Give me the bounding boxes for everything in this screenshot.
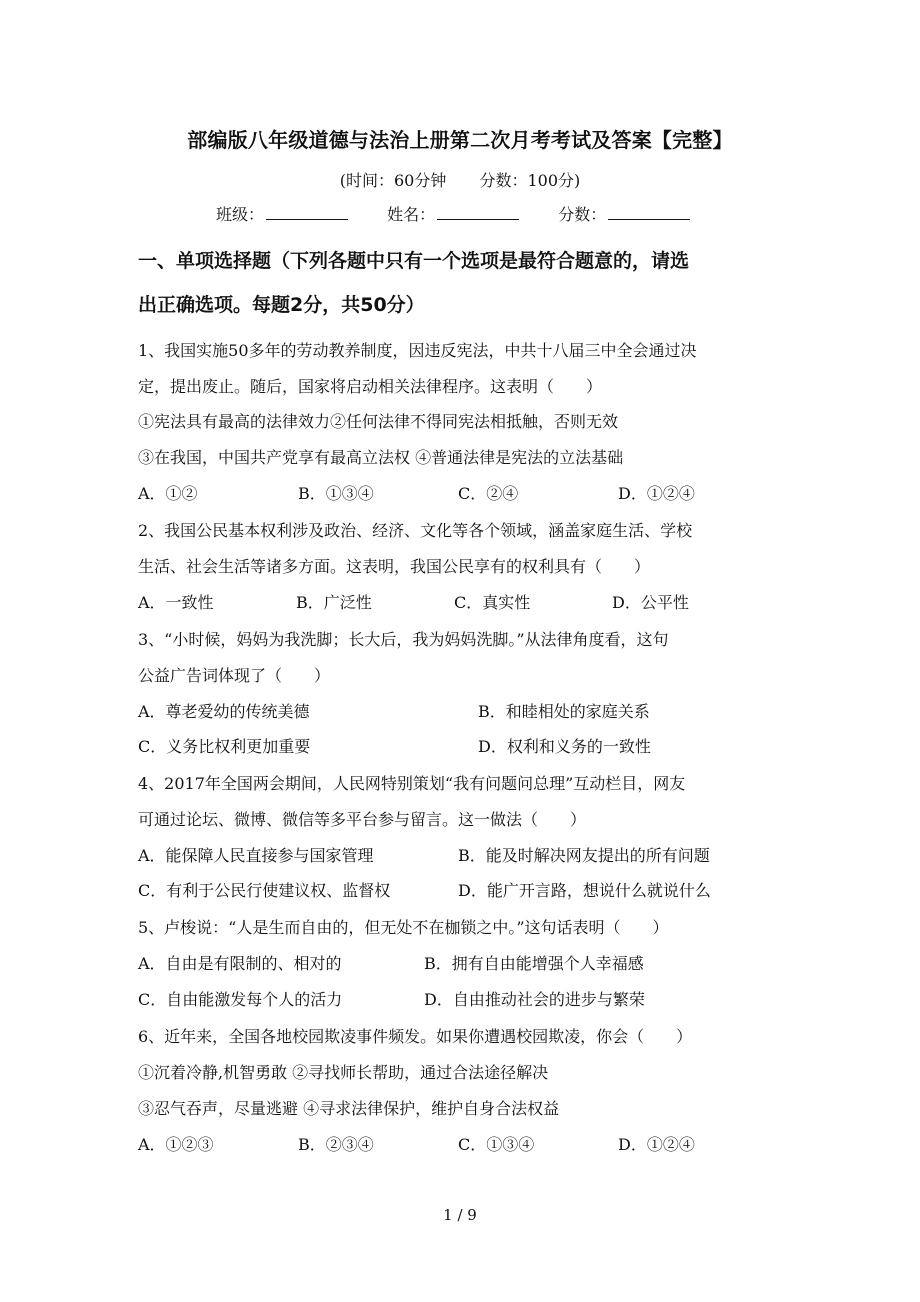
q6-option-d[interactable]: D．①②④	[618, 1135, 695, 1154]
class-blank[interactable]	[266, 203, 348, 220]
score-field	[558, 202, 690, 225]
q1-line-2: 定，提出废止。随后，国家将启动相关法律程序。这表明（ ）	[138, 377, 603, 396]
score-blank[interactable]	[608, 203, 690, 220]
class-label: 班级：	[216, 205, 265, 224]
q2-option-a[interactable]: A．一致性	[138, 593, 214, 612]
score-info: 分数：100分)	[479, 171, 581, 190]
name-label: 姓名：	[387, 205, 436, 224]
q6-line-3: ③忍气吞声，尽量逃避 ④寻求法律保护，维护自身合法权益	[138, 1099, 560, 1118]
q4-option-a[interactable]: A．能保障人民直接参与国家管理	[138, 846, 374, 865]
q6-option-c[interactable]: C．①③④	[458, 1135, 535, 1154]
q1-line-4: ③在我国，中国共产党享有最高立法权 ④普通法律是宪法的立法基础	[138, 448, 624, 467]
q2-line-2: 生活、社会生活等诸多方面。这表明，我国公民享有的权利具有（ ）	[138, 557, 651, 576]
q5-option-a[interactable]: A．自由是有限制的、相对的	[138, 954, 342, 973]
q4-line-2: 可通过论坛、微博、微信等多平台参与留言。这一做法（ ）	[138, 810, 587, 829]
q6-option-b[interactable]: B．②③④	[298, 1135, 374, 1154]
section-heading-line-1: 一、单项选择题（下列各题中只有一个选项是最符合题意的，请选	[138, 250, 690, 272]
page-title: 部编版八年级道德与法治上册第二次月考考试及答案【完整】	[187, 128, 733, 152]
q5-line-1: 5、卢梭说：“人是生而自由的，但无处不在枷锁之中。”这句话表明（ ）	[138, 918, 669, 937]
q1-option-c[interactable]: C．②④	[458, 484, 519, 503]
page-number: 1 / 9	[443, 1206, 477, 1224]
exam-meta	[0, 168, 920, 191]
name-field	[387, 202, 519, 225]
q6-line-1: 6、近年来，全国各地校园欺凌事件频发。如果你遭遇校园欺凌，你会（ ）	[138, 1027, 693, 1046]
q6-option-a[interactable]: A．①②③	[138, 1135, 214, 1154]
student-info-row	[216, 202, 724, 225]
q5-option-d[interactable]: D．自由推动社会的进步与繁荣	[424, 990, 645, 1009]
q3-option-b[interactable]: B．和睦相处的家庭关系	[478, 702, 650, 721]
q5-option-c[interactable]: C．自由能激发每个人的活力	[138, 990, 343, 1009]
q4-option-b[interactable]: B．能及时解决网友提出的所有问题	[458, 846, 710, 865]
q1-option-d[interactable]: D．①②④	[618, 484, 695, 503]
time-info: (时间：60分钟	[339, 171, 447, 190]
q4-option-d[interactable]: D．能广开言路，想说什么就说什么	[458, 881, 711, 900]
q4-option-c[interactable]: C．有利于公民行使建议权、监督权	[138, 881, 391, 900]
q3-option-a[interactable]: A．尊老爱幼的传统美德	[138, 702, 310, 721]
q2-line-1: 2、我国公民基本权利涉及政治、经济、文化等各个领域，涵盖家庭生活、学校	[138, 521, 693, 540]
q1-option-a[interactable]: A．①②	[138, 484, 198, 503]
class-field	[216, 202, 348, 225]
q3-line-2: 公益广告词体现了（ ）	[138, 666, 331, 685]
q3-line-1: 3、“小时候，妈妈为我洗脚；长大后，我为妈妈洗脚。”从法律角度看，这句	[138, 630, 669, 649]
section-heading-line-2: 出正确选项。每题2分，共50分）	[138, 294, 425, 316]
q6-line-2: ①沉着冷静,机智勇敢 ②寻找师长帮助，通过合法途径解决	[138, 1063, 549, 1082]
score-label: 分数：	[558, 205, 607, 224]
q2-option-b[interactable]: B．广泛性	[296, 593, 372, 612]
q5-option-b[interactable]: B．拥有自由能增强个人幸福感	[424, 954, 644, 973]
q1-line-1: 1、我国实施50多年的劳动教养制度，因违反宪法，中共十八届三中全会通过决	[138, 341, 697, 360]
q3-option-d[interactable]: D．权利和义务的一致性	[478, 737, 651, 756]
q3-option-c[interactable]: C．义务比权利更加重要	[138, 737, 311, 756]
name-blank[interactable]	[437, 203, 519, 220]
q2-option-c[interactable]: C．真实性	[454, 593, 531, 612]
q2-option-d[interactable]: D．公平性	[612, 593, 689, 612]
q4-line-1: 4、2017年全国两会期间，人民网特别策划“我有问题问总理”互动栏目，网友	[138, 774, 686, 793]
q1-option-b[interactable]: B．①③④	[298, 484, 374, 503]
q1-line-3: ①宪法具有最高的法律效力②任何法律不得同宪法相抵触，否则无效	[138, 412, 619, 431]
